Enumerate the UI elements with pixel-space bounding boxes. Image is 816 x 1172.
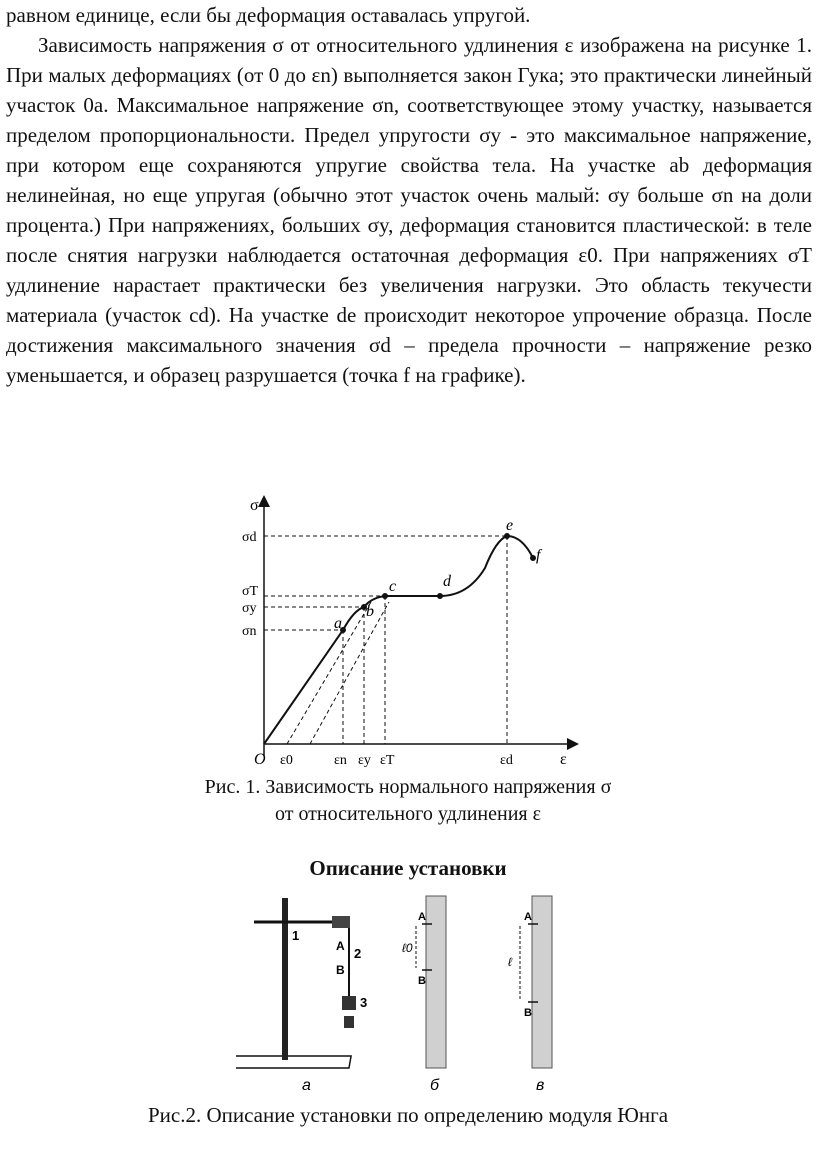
point-c-label: c [389, 578, 397, 595]
rod-c-label-a: A [524, 911, 532, 923]
paragraph-1: равном единице, если бы деформация оставалась упругой. [6, 3, 531, 27]
point-d-label: d [443, 573, 451, 590]
point-b-label: b [366, 603, 374, 620]
y-label-sigma-d: σd [242, 530, 257, 545]
stress-strain-curve [264, 536, 533, 744]
rod-c [532, 896, 552, 1068]
point-c [382, 593, 388, 599]
panel-label-c: в [536, 1077, 545, 1094]
setup-figure [236, 892, 576, 1102]
stand-label-2: 2 [354, 946, 362, 961]
rod-c-label-b: B [524, 1007, 532, 1019]
stand-label-b: B [336, 963, 345, 977]
rod-b-label-l0: ℓ0 [402, 941, 413, 955]
stand-apparatus [236, 898, 356, 1068]
x-label-eps-d: εd [500, 753, 513, 768]
point-f-label: f [536, 547, 541, 564]
figure1-caption-line2: от относительного удлинения ε [274, 803, 542, 825]
x-label-eps-t: εT [380, 753, 395, 768]
rod-b-label-a: A [418, 911, 426, 923]
x-label-eps-n: εn [334, 753, 347, 768]
rod-c-label-l: ℓ [508, 955, 512, 969]
origin-label: O [254, 751, 266, 768]
rod-b [426, 896, 446, 1068]
stand-label-1: 1 [292, 928, 300, 943]
stress-strain-figure [230, 488, 590, 778]
figure2-caption: Рис.2. Описание установки по определению модуля Юнга [147, 1103, 669, 1127]
y-axis-label: σ [250, 497, 259, 514]
figure1-caption-line1: Рис. 1. Зависимость нормального напряжения σ [204, 776, 612, 798]
point-a-label: a [334, 615, 342, 632]
rod-b-label-b: B [418, 975, 426, 987]
x-label-eps-y: εy [358, 753, 371, 768]
x-label-eps-0: ε0 [280, 753, 293, 768]
x-axis-label: ε [560, 751, 567, 768]
panel-label-b: б [430, 1077, 439, 1094]
y-label-sigma-y: σy [242, 601, 257, 616]
stand-label-3: 3 [360, 995, 368, 1010]
point-e-label: e [506, 517, 514, 534]
y-label-sigma-n: σn [242, 624, 257, 639]
y-label-sigma-t: σT [242, 584, 259, 599]
guide-lines [264, 536, 507, 744]
panel-label-a: а [302, 1077, 311, 1094]
section-heading: Описание установки [309, 856, 507, 880]
stand-label-a: A [336, 939, 345, 953]
point-d [437, 593, 443, 599]
paragraph-2: Зависимость напряжения σ от относительного удлинения ε изображена на рисунке 1. При малых деформациях (от 0 до εn) выполняется закон Гука; это практически линейный участок 0a. Максимальное напряжение σn, соответствующее этому участку, называется пределом пропорциональности. Предел упругости σy - это максимальное напряжение, при котором еще сохраняются упругие свойства тела. На участке ab деформация нелинейная, но еще упругая (обычно этот участок очень малый: σy больше σn на доли процента.) При напряжениях, больших σy, деформация становится пластической: в теле после снятия нагрузки наблюдается остаточная деформация ε0. При напряжениях σT удлинение нарастает практически без увеличения нагрузки. Это область текучести материала (участок cd). На участке de происходит некоторое упрочение образца. После достижения максимального значения σd – предела прочности – напряжение резко уменьшается, и образец разрушается (точка f на графике). [6, 33, 812, 387]
